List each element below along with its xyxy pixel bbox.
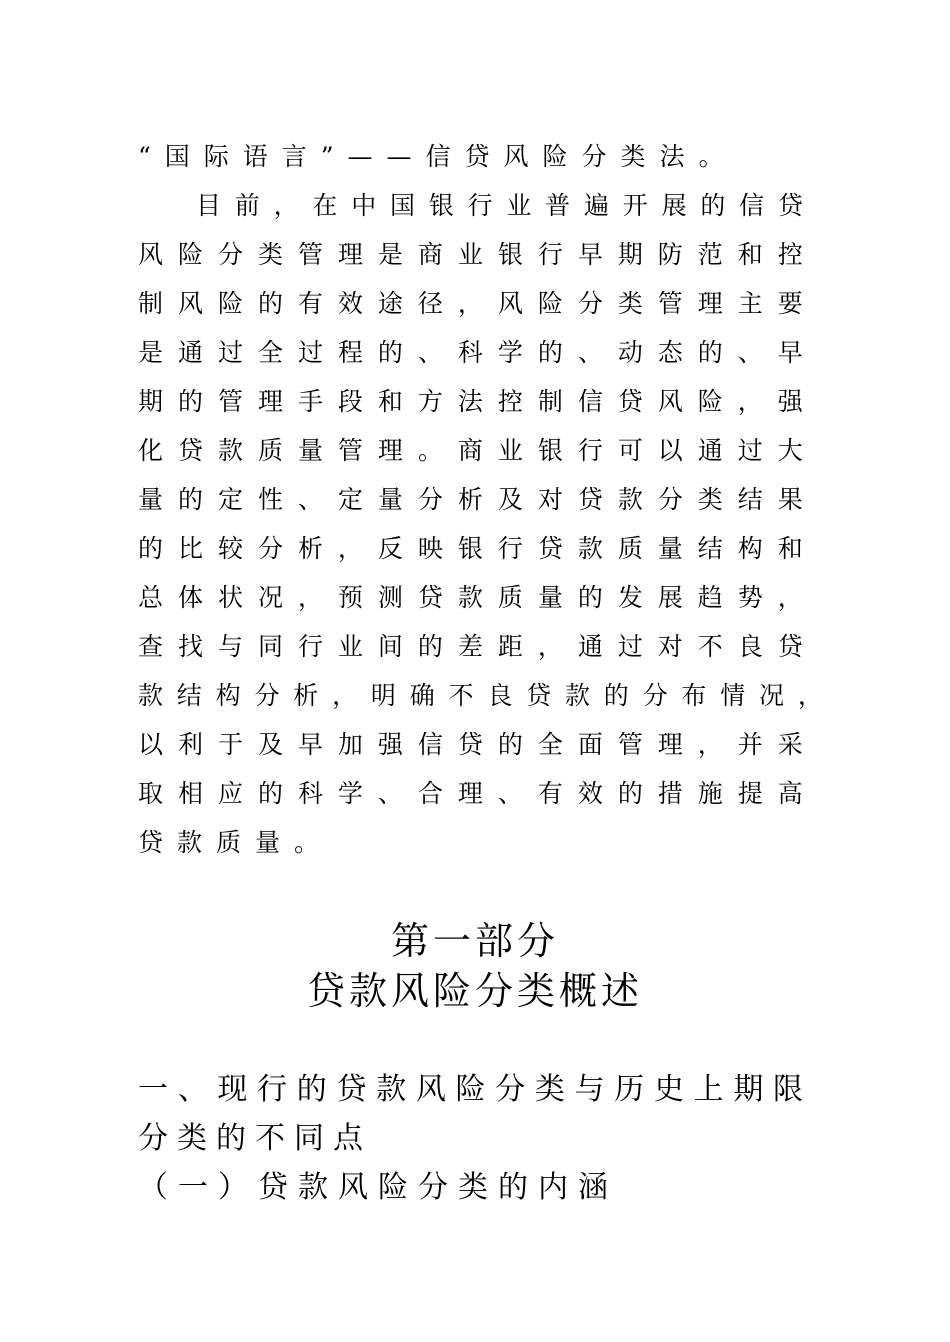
body-line: 款 结 构 分 析 ， 明 确 不 良 贷 款 的 分 布 情 况 ， — [138, 681, 823, 710]
body-line: 总 体 状 况 ， 预 测 贷 款 质 量 的 发 展 趋 势 ， — [138, 583, 803, 612]
body-line: 制 风 险 的 有 效 途 径 ， 风 险 分 类 管 理 主 要 — [138, 289, 803, 318]
section-title-line: 一 、 现 行 的 贷 款 风 险 分 类 与 历 史 上 期 限 — [138, 1072, 803, 1107]
body-line: 取 相 应 的 科 学 、 合 理 、 有 效 的 措 施 提 高 — [138, 779, 803, 808]
body-line: 以 利 于 及 早 加 强 信 贷 的 全 面 管 理 ， 并 采 — [138, 730, 803, 759]
section-title-line: 分类的不同点 — [138, 1121, 372, 1156]
body-line: 风 险 分 类 管 理 是 商 业 银 行 早 期 防 范 和 控 — [138, 240, 803, 269]
body-line: 贷款质量。 — [138, 828, 334, 857]
body-line: 的 比 较 分 析 ， 反 映 银 行 贷 款 质 量 结 构 和 — [138, 534, 803, 563]
part-heading: 第一部分 — [390, 919, 559, 963]
body-line: 化 贷 款 质 量 管 理 。 商 业 银 行 可 以 通 过 大 — [138, 436, 803, 465]
part-subheading: 贷款风险分类概述 — [306, 969, 643, 1013]
body-line: 目 前 ， 在 中 国 银 行 业 普 遍 开 展 的 信 贷 — [196, 191, 803, 220]
body-line: “国际语言”——信贷风险分类法。 — [138, 142, 738, 171]
body-line: 期 的 管 理 手 段 和 方 法 控 制 信 贷 风 险 ， 强 — [138, 387, 803, 416]
body-line: 是 通 过 全 过 程 的 、 科 学 的 、 动 态 的 、 早 — [138, 338, 803, 367]
body-line: 量 的 定 性 、 定 量 分 析 及 对 贷 款 分 类 结 果 — [138, 485, 803, 514]
body-line: 查 找 与 同 行 业 间 的 差 距 ， 通 过 对 不 良 贷 — [138, 632, 803, 661]
subsection-title: （一）贷款风险分类的内涵 — [138, 1170, 618, 1205]
